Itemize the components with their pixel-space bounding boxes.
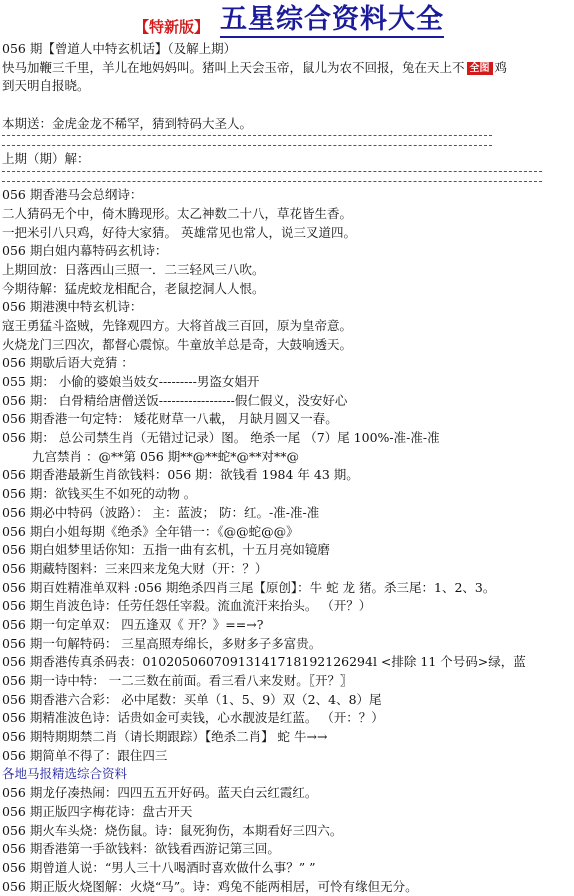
text-line: 056 期龙仔凑热闹：四四五五开好码。蓝天白云红霞红。 <box>2 785 318 801</box>
text-line: 九宫禁肖 ：@**第 056 期**@**蛇*@**对**@ <box>32 448 300 464</box>
intro-text: 快马加鞭三千里，羊儿在地妈妈叫。猪叫上天会玉帝，鼠儿为农不回报，兔在天上不 <box>2 59 465 75</box>
last-period-label: 上期（期）解： <box>2 151 90 167</box>
text-line: 上期回放：日落西山三照一．二三轻风三八吹。 <box>2 261 265 277</box>
section-title: 各地马报精选综合资料 <box>2 766 128 782</box>
text-line: 056 期： 总公司禁生肖（无错过记录）图。 绝杀一尾 （7）尾 100%-准-准-准 <box>2 430 440 446</box>
divider <box>2 171 542 182</box>
text-line: 056 期特期期禁二肖（请长期跟踪）【绝杀二肖】 蛇 牛→→ <box>2 729 328 745</box>
text-line: 056 期简单不得了：跟住四三 <box>2 747 168 763</box>
text-line: 一把米引八只鸡，好待大家猜。 英雄常见也常人，说三叉道四。 <box>2 224 356 240</box>
intro-line: 056 期【曾道人中特玄机话】（及解上期） <box>2 41 237 56</box>
text-line: 寇王勇猛斗盗贼，先锋观四方。大将首战三百回，原为皇帝意。 <box>2 317 353 333</box>
text-line: 056 期百姓精准单双料 :056 期绝杀四肖三尾【原创】：牛 蛇 龙 猪。杀三尾：1、2、3。 <box>2 579 496 595</box>
spacer <box>2 96 570 115</box>
text-line: 056 期生肖波色诗：任劳任怨任宰殺。流血流汗来抬头。 （开？） <box>2 598 372 614</box>
text-line: 056 期一句解特码： 三星高照寿绵长，多财多子多富贵。 <box>2 635 322 651</box>
header <box>0 4 574 40</box>
text-block <box>2 466 570 765</box>
text-line: 056 期精准波色诗：话贵如金可卖钱，心水靓波是红蓝。 （开：？） <box>2 710 384 726</box>
text-line: 今期待解：猛虎蛟龙相配合，老鼠挖洞人人恨。 <box>2 280 265 296</box>
divider <box>2 135 492 146</box>
intro-line <box>2 59 570 78</box>
text-line: 056 期香港传真杀码表：01020506070913141718192126294l <排除 11 个号码>绿，蓝 <box>2 654 526 670</box>
text-line: 二人猜码无个中，倚木腾现形。太乙神数二十八，草花皆生香。 <box>2 205 353 221</box>
text-line: 056 期火车头烧：烧伤鼠。诗：鼠死狗伤，本期看好三四六。 <box>2 822 343 838</box>
text-block <box>2 186 570 448</box>
text-line: 056 期一句定单双： 四五逢双《 开？》==→? <box>2 616 264 632</box>
text-line: 056 期必中特码（波路）： 主：蓝波； 防：红。-准-准-准 <box>2 504 320 520</box>
text-line: 056 期白姐梦里话你知：五指一曲有玄机，十五月亮如镜磨 <box>2 542 330 558</box>
text-line: 056 期白小姐每期《绝杀》全年错一：《@@蛇@@》 <box>2 523 299 539</box>
text-line: 056 期香港最新生肖欲钱料：056 期：欲钱看 1984 年 43 期。 <box>2 467 359 483</box>
text-line: 056 期：欲钱买生不如死的动物 。 <box>2 486 197 502</box>
text-line: 056 期香港一句定特： 矮花财草一八載， 月缺月圆又一春。 <box>2 411 338 427</box>
text-line: 056 期曾道人说：“男人三十八喝酒时喜欢做什么事？” ” <box>2 859 316 875</box>
text-line: 056 期香港第一手欲钱料：欲钱看西游记第三回。 <box>2 841 280 857</box>
text-line: 056 期港澳中特玄机诗： <box>2 299 143 315</box>
text-line: 056 期香港六合彩： 必中尾数：买单（1、5、9）双（2、4、8）尾 <box>2 691 382 707</box>
text-block <box>2 784 570 896</box>
text-line: 056 期白姐内幕特码玄机诗： <box>2 243 168 259</box>
text-line: 056 期歇后语大竞猜 ： <box>2 355 134 371</box>
intro-line: 到天明自报晓。 <box>2 78 90 94</box>
send-line: 本期送：金虎金龙不稀罕，猜到特码大圣人。 <box>2 115 253 131</box>
sticker-badge: 全图 <box>467 62 493 75</box>
text-line: 火烧龙门三四次，都督心震惊。牛童放羊总是奇，大鼓响透天。 <box>2 336 353 352</box>
page-title: 五星综合资料大全 <box>220 4 444 38</box>
text-line: 056 期正版火烧图解：火烧“马”。诗：鸡兔不能两相居，可怜有缘但无分。 <box>2 878 418 894</box>
text-line: 056 期一诗中特： 一二三数在前面。看三看八来发财。〖开？〗 <box>2 673 353 688</box>
text-line: 056 期藏特图料：三来四来龙兔大财（开：？） <box>2 560 268 576</box>
edition-tag: 【特新版】 <box>134 18 210 36</box>
document-body <box>2 40 570 896</box>
intro-text: 鸡 <box>494 59 508 75</box>
text-line: 055 期： 小偷的婆娘当妓女---------男盗女娼开 <box>2 374 260 389</box>
text-line: 056 期正版四字梅花诗：盘古开天 <box>2 803 193 819</box>
text-line: 056 期香港马会总纲诗： <box>2 187 143 203</box>
text-line: 056 期： 白骨精给唐僧送饭------------------假仁假义，没安好心 <box>2 392 348 408</box>
